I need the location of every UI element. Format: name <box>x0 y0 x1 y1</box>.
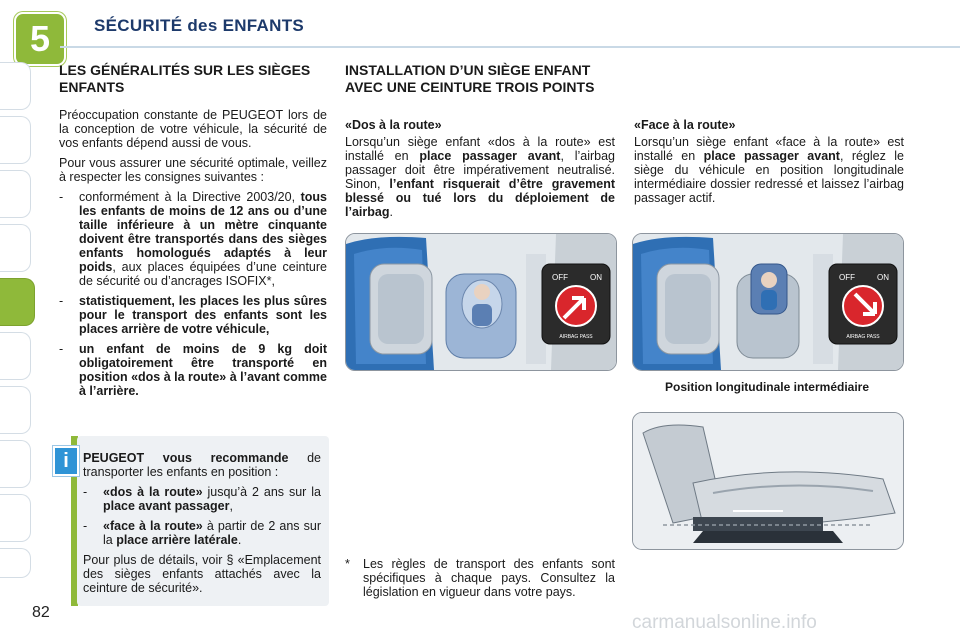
footnote-mark: * <box>345 557 350 571</box>
subheading: «Face à la route» <box>634 118 736 132</box>
section-heading: INSTALLATION D’UN SIÈGE ENFANT AVEC UNE CEINTURE TROIS POINTS <box>345 62 595 95</box>
intro-paragraph: Préoccupation constante de PEUGEOT lors de la conception de votre véhicule, la sécurité de vos enfants dépend aussi de vous. <box>59 108 327 150</box>
list-item <box>83 519 321 547</box>
list-item <box>83 485 321 513</box>
chapter-tab[interactable] <box>0 386 31 434</box>
forward-facing-block <box>634 118 904 211</box>
body-emphasis: place passager avant <box>703 149 840 163</box>
info-text: Pour plus de détails, voir § «Emplacement des sièges enfants attachés avec la ceinture de sécurité». <box>83 553 321 595</box>
chapter-tab[interactable] <box>0 494 31 542</box>
airbag-off-label: OFF <box>552 273 568 282</box>
info-emphasis: place arrière latérale <box>116 533 238 547</box>
item-emphasis: tous les enfants de moins de 12 ans ou d’une taille inférieure à un mètre cinquante doivent être transportés dans des sièges enfants homologués adaptés à leur poids <box>79 190 327 274</box>
chapter-tab[interactable] <box>0 224 31 272</box>
info-emphasis: «dos à la route» <box>103 485 203 499</box>
body-text: Lorsqu’un siège enfant «face à la route» est installé en <box>634 135 904 163</box>
info-text: , <box>229 499 233 513</box>
rear-facing-illustration <box>345 233 617 371</box>
item-emphasis: un enfant de moins de 9 kg doit obligatoirement être transporté en position «dos à la route» à l’avant comme à l’arrière. <box>79 342 327 398</box>
rules-list <box>59 190 327 398</box>
seat-position-caption: Position longitudinale intermédiaire <box>664 380 870 394</box>
info-emphasis: «face à la route» <box>103 519 203 533</box>
body-emphasis: place passager avant <box>419 149 561 163</box>
body-emphasis: l’enfant risquerait d’être gravement blessé ou tué lors du déploiement de l’airbag <box>345 177 615 219</box>
chapter-badge: 5 <box>14 12 66 66</box>
chapter-tab[interactable] <box>0 440 31 488</box>
seat-drawing <box>633 413 903 549</box>
chapter-tabs <box>0 62 46 582</box>
forward-facing-illustration <box>632 233 904 371</box>
car-interior-drawing <box>346 234 616 370</box>
airbag-off-label: OFF <box>839 273 855 282</box>
info-icon: i <box>53 446 79 476</box>
chapter-tab[interactable] <box>0 170 31 218</box>
seat-adjustment-illustration <box>632 412 904 550</box>
airbag-on-label: ON <box>877 273 889 282</box>
footnote-text: Les règles de transport des enfants sont spécifiques à chaque pays. Consultez la législation en vigueur dans votre pays. <box>363 557 615 599</box>
left-column <box>59 62 327 404</box>
item-text: conformément à la Directive 2003/20, <box>79 190 296 204</box>
info-box-content <box>83 451 321 601</box>
chapter-tab[interactable] <box>0 116 31 164</box>
chapter-tab[interactable] <box>0 62 31 110</box>
info-emphasis: PEUGEOT vous recommande <box>83 451 289 465</box>
item-text: , aux places équipées d’une ceinture de sécurité ou d’ancrages ISOFIX*, <box>79 260 327 288</box>
info-text: de transporter les enfants en position : <box>83 451 321 479</box>
list-item <box>59 190 327 288</box>
header-divider <box>60 46 960 48</box>
chapter-tab[interactable] <box>0 332 31 380</box>
airbag-plate-label: AIRBAG PASS <box>846 334 880 340</box>
body-text: , réglez le siège du véhicule en position longitudinale intermédiaire dossier redressé et laissez l’airbag passager actif. <box>634 149 905 205</box>
item-emphasis: statistiquement, les places les plus sûres pour le transport des enfants sont les places arrière de votre véhicule, <box>79 294 327 336</box>
car-interior-drawing <box>633 234 903 370</box>
page-title: SÉCURITÉ des ENFANTS <box>94 16 305 35</box>
chapter-tab-active[interactable] <box>0 278 35 326</box>
watermark: carmanualsonline.info <box>632 612 817 633</box>
body-text: . <box>389 205 393 219</box>
page-number: 82 <box>32 604 50 621</box>
list-item <box>59 342 327 398</box>
instructions-paragraph: Pour vous assurer une sécurité optimale, veillez à respecter les consignes suivantes : <box>59 156 327 184</box>
body-text: , l’airbag passager doit être impérativement neutralisé. Sinon, <box>345 149 616 191</box>
info-text: à partir de 2 ans sur la <box>103 519 321 547</box>
section-heading: LES GÉNÉRALITÉS SUR LES SIÈGES ENFANTS <box>59 62 311 95</box>
info-text: jusqu’à 2 ans sur la <box>202 485 321 499</box>
footnote <box>345 557 615 605</box>
airbag-on-label: ON <box>590 273 602 282</box>
chapter-tab[interactable] <box>0 548 31 578</box>
subheading: «Dos à la route» <box>345 118 442 132</box>
list-item <box>59 294 327 336</box>
middle-column <box>345 62 615 96</box>
info-emphasis: place avant passager <box>103 499 230 513</box>
rear-facing-block <box>345 118 615 225</box>
info-text: . <box>237 533 242 547</box>
airbag-plate-label: AIRBAG PASS <box>559 334 593 340</box>
body-text: Lorsqu’un siège enfant «dos à la route» est installé en <box>345 135 615 163</box>
